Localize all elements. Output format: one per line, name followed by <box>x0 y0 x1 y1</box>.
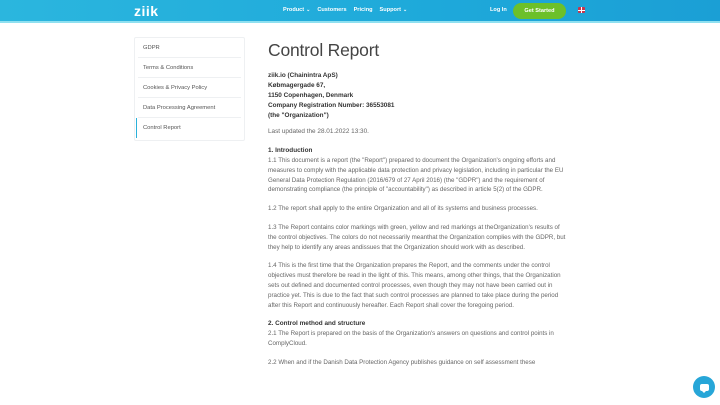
chat-bubble-icon <box>700 384 709 391</box>
sidebar-item-control-report[interactable]: Control Report <box>136 118 241 138</box>
paragraph: 2.1 The Report is prepared on the basis of the Organization's answers on questions and control points in ComplyCloud. <box>268 330 554 348</box>
sidebar-item-gdpr[interactable]: GDPR <box>138 38 241 58</box>
section-heading: 2. Control method and structure <box>268 320 366 328</box>
last-updated: Last updated the 28.01.2022 13:30. <box>268 128 369 135</box>
nav-support[interactable] <box>380 7 408 13</box>
sidebar-item-terms[interactable]: Terms & Conditions <box>138 58 241 78</box>
nav-pricing[interactable] <box>354 7 373 13</box>
address-line: Company Registration Number: 36553081 <box>268 102 395 109</box>
section-heading: 1. Introduction <box>268 147 313 154</box>
company-address <box>268 71 568 121</box>
address-line: 1150 Copenhagen, Denmark <box>268 92 354 99</box>
legal-sidebar <box>134 37 245 141</box>
top-navigation-bar <box>0 0 720 23</box>
chat-launcher-button[interactable] <box>693 376 715 398</box>
page-title: Control Report <box>268 40 380 60</box>
paragraph: 2.2 When and if the Danish Data Protection Agency publishes guidance on self assessment these <box>268 358 536 366</box>
nav-product[interactable] <box>283 7 310 13</box>
address-line: (the "Organization") <box>268 112 329 119</box>
login-link[interactable]: Log In <box>490 7 507 13</box>
ziik-logo[interactable]: ziik <box>134 3 159 19</box>
address-line: ziik.io (Chainintra ApS) <box>268 72 338 79</box>
get-started-button[interactable]: Get Started <box>513 3 566 19</box>
address-line: Købmagergade 67, <box>268 82 326 89</box>
paragraph: 1.4 This is the first time that the Organization prepares the Report, and the comments under the control objectives must therefore be read in the light of this. This means, among other things, that the Organization sets out defined and documented control processes, even though they may not have been carried out in practice yet. This is due to the fact that such control processes are planned to take place during the period after this Report and continuously hereafter. Each Report shall cover the foregoing period. <box>268 262 561 309</box>
chevron-down-icon: ⌄ <box>306 7 311 13</box>
sidebar-item-dpa[interactable]: Data Processing Agreement <box>138 98 241 118</box>
document-content <box>268 40 568 368</box>
uk-flag-icon[interactable] <box>578 7 585 13</box>
main-nav <box>283 7 407 13</box>
nav-support-label: Support <box>379 7 401 13</box>
nav-pricing-label: Pricing <box>353 7 373 13</box>
nav-product-label: Product <box>283 7 305 13</box>
paragraph: 1.2 The report shall apply to the entire Organization and all of its systems and business processes. <box>268 205 538 213</box>
chevron-down-icon: ⌄ <box>403 7 408 13</box>
paragraph: 1.3 The Report contains color markings with green, yellow and red markings at theOrganization's results of the control objectives. The colors do not necessarily meanthat the Organization complies with the GDPR, but they help to identify any areas andissues that the Organization should work with as described. <box>268 223 566 251</box>
sidebar-item-cookies-privacy[interactable]: Cookies & Privacy Policy <box>138 78 241 98</box>
nav-customers-label: Customers <box>317 7 347 13</box>
paragraph: 1.1 This document is a report (the "Report") prepared to document the Organization's ongoing efforts and measures to comply with the applicable data protection and privacy legislation, including in particular the EU General Data Protection Regulation (2016/679 of 27 April 2016) (the "GDPR") and the requirement of demonstrating compliance (the principle of "accountability") as described in article 5(2) of the GDPR. <box>268 157 564 194</box>
nav-customers[interactable] <box>317 7 346 13</box>
